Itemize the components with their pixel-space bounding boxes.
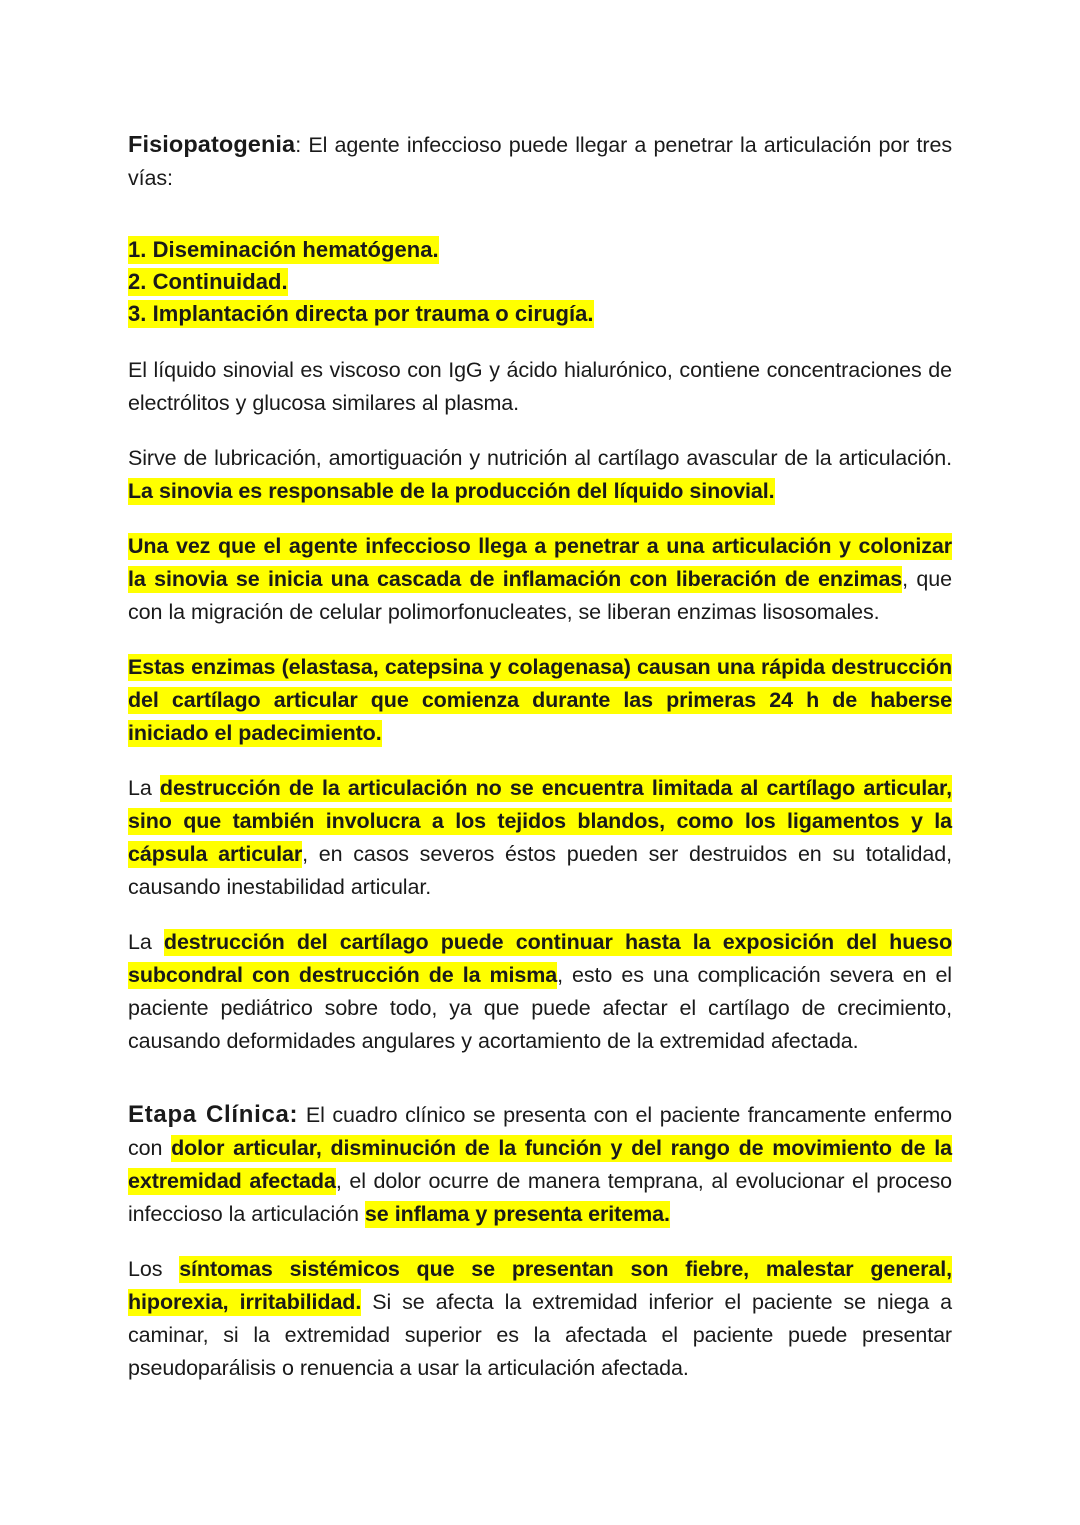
- joint-destruction-plain-tail: , en casos severos éstos pueden ser destruidos en su totalidad, causando inestabilidad articular.: [128, 842, 952, 899]
- paragraph-cascade: [128, 530, 952, 629]
- heading-etapa-clinica: Etapa Clínica:: [128, 1101, 299, 1128]
- clinical-stage-plain-1: El cuadro clínico se presenta con el paciente francamente enfermo con: [128, 1103, 952, 1160]
- paragraph-joint-destruction: [128, 772, 952, 904]
- lubrication-plain-text: Sirve de lubricación, amortiguación y nutrición al cartílago avascular de la articulación.: [128, 446, 952, 470]
- spacer-after-list: [128, 330, 952, 354]
- intro-text: El agente infeccioso puede llegar a penetrar la articulación por tres vías:: [128, 133, 952, 190]
- cartilage-destruction-plain-lead: La: [128, 930, 164, 954]
- systemic-plain-lead: Los: [128, 1257, 180, 1281]
- cascade-plain-text: , que con la migración de celular polimorfonucleates, se liberan enzimas lisosomales.: [128, 567, 952, 624]
- routes-list: [128, 234, 952, 330]
- cartilage-destruction-highlight: destrucción del cartílago puede continuar hasta la exposición del hueso subcondral con destrucción de la misma: [128, 930, 952, 987]
- document-body: [128, 128, 952, 1385]
- systemic-highlight: síntomas sistémicos que se presentan son fiebre, malestar general, hiporexia, irritabilidad.: [128, 1257, 952, 1314]
- route-item-2: 2. Continuidad.: [128, 269, 288, 294]
- paragraph-synovial-fluid: [128, 354, 952, 420]
- route-item-3: 3. Implantación directa por trauma o cirugía.: [128, 301, 594, 326]
- paragraph-fisiopatogenia-intro: [128, 128, 952, 195]
- route-item-1: 1. Diseminación hematógena.: [128, 237, 439, 262]
- systemic-plain-tail: Si se afecta la extremidad inferior el paciente se niega a caminar, si la extremidad superior es la afectada el paciente puede presentar pseudoparálisis o renuencia a usar la articulación afectada.: [128, 1290, 953, 1380]
- list-item: [128, 266, 952, 298]
- paragraph-enzymes: [128, 651, 952, 750]
- synovial-fluid-text: El líquido sinovial es viscoso con IgG y ácido hialurónico, contiene concentraciones de electrólitos y glucosa similares al plasma.: [128, 358, 952, 415]
- enzymes-highlight: Estas enzimas (elastasa, catepsina y colagenasa) causan una rápida destrucción del cartílago articular que comienza durante las primeras 24 h de haberse iniciado el padecimiento.: [128, 655, 952, 745]
- paragraph-systemic-symptoms: [128, 1253, 952, 1385]
- paragraph-cartilage-destruction: [128, 926, 952, 1058]
- joint-destruction-plain-lead: La: [128, 776, 160, 800]
- list-item: [128, 234, 952, 266]
- clinical-stage-plain-2: , el dolor ocurre de manera temprana, al evolucionar el proceso infeccioso la articulación: [128, 1169, 952, 1226]
- list-item: [128, 298, 952, 330]
- joint-destruction-highlight: destrucción de la articulación no se encuentra limitada al cartílago articular, sino que también involucra a los tejidos blandos, como los ligamentos y la cápsula articular: [128, 776, 952, 866]
- clinical-stage-highlight-1: dolor articular, disminución de la función y del rango de movimiento de la extremidad afectada: [128, 1136, 952, 1193]
- clinical-stage-highlight-2: se inflama y presenta eritema.: [364, 1202, 670, 1226]
- heading-fisiopatogenia: Fisiopatogenia: [128, 131, 296, 157]
- cascade-highlight: Una vez que el agente infeccioso llega a penetrar a una articulación y colonizar la sinovia se inicia una cascada de inflamación con liberación de enzimas: [128, 534, 952, 591]
- spacer-before-clinical-stage: [128, 1080, 952, 1098]
- paragraph-lubrication: [128, 442, 952, 508]
- spacer-after-intro: [128, 212, 952, 234]
- lubrication-highlight: La sinovia es responsable de la producción del líquido sinovial.: [128, 479, 775, 503]
- paragraph-clinical-stage: [128, 1098, 952, 1231]
- heading-colon: :: [295, 133, 309, 157]
- cartilage-destruction-plain-tail: , esto es una complicación severa en el paciente pediátrico sobre todo, ya que puede afectar el cartílago de crecimiento, causando deformidades angulares y acortamiento de la extremidad afectada.: [128, 963, 952, 1053]
